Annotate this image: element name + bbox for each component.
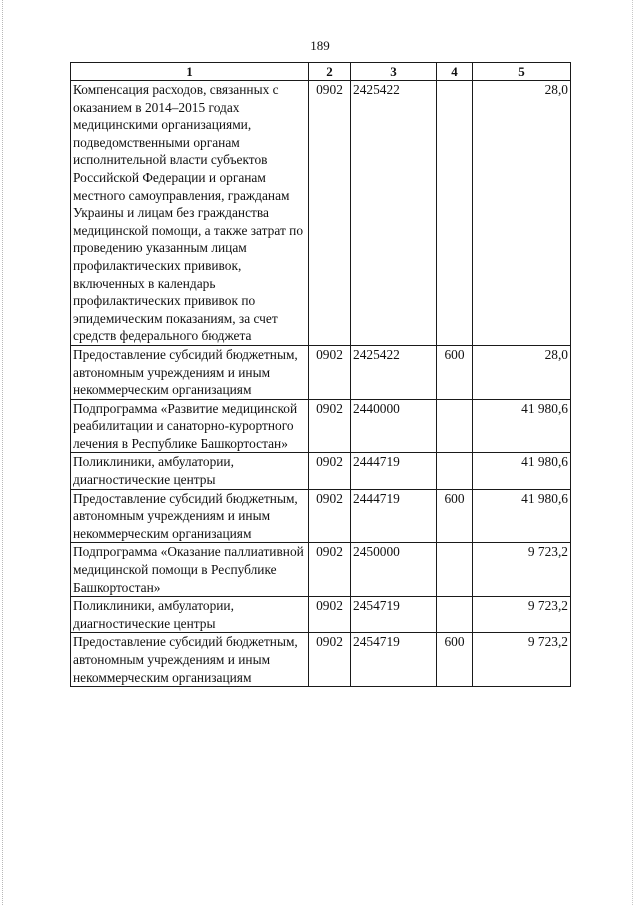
row-expense-type: 600 <box>437 489 473 543</box>
table-row <box>71 633 571 687</box>
row-name: Компенсация расходов, связанных с оказанием в 2014–2015 годах медицинскими организациями, подведомственными органам исполнительной власти субъектов Российской Федерации и органам местного самоуправления, гражданам Украины и лицам без гражданства медицинской помощи, а также затрат по проведению указанным лицам профилактических прививок, включенных в календарь профилактических прививок по эпидемическим показаниям, за счет средств федерального бюджета <box>71 81 309 346</box>
header-col-3: 3 <box>351 63 437 81</box>
row-expense-type: 600 <box>437 345 473 399</box>
table-header-row <box>71 63 571 81</box>
scan-edge-right <box>632 0 634 905</box>
row-expense-type <box>437 81 473 346</box>
row-article: 2450000 <box>351 543 437 597</box>
row-name: Поликлиники, амбулатории, диагностические центры <box>71 597 309 633</box>
row-section: 0902 <box>309 543 351 597</box>
row-name: Подпрограмма «Развитие медицинской реабилитации и санаторно-курортного лечения в Республике Башкортостан» <box>71 399 309 453</box>
row-name: Предоставление субсидий бюджетным, автономным учреждениям и иным некоммерческим организациям <box>71 633 309 687</box>
table-row <box>71 489 571 543</box>
table-row <box>71 345 571 399</box>
row-expense-type <box>437 597 473 633</box>
row-section: 0902 <box>309 489 351 543</box>
row-section: 0902 <box>309 453 351 489</box>
row-name: Подпрограмма «Оказание паллиативной медицинской помощи в Республике Башкортостан» <box>71 543 309 597</box>
row-sum: 41 980,6 <box>473 399 571 453</box>
row-article: 2454719 <box>351 633 437 687</box>
row-name: Предоставление субсидий бюджетным, автономным учреждениям и иным некоммерческим организациям <box>71 345 309 399</box>
header-col-1: 1 <box>71 63 309 81</box>
row-sum: 9 723,2 <box>473 633 571 687</box>
header-col-2: 2 <box>309 63 351 81</box>
row-section: 0902 <box>309 81 351 346</box>
row-article: 2444719 <box>351 489 437 543</box>
row-article: 2440000 <box>351 399 437 453</box>
header-col-4: 4 <box>437 63 473 81</box>
row-section: 0902 <box>309 345 351 399</box>
row-sum: 9 723,2 <box>473 543 571 597</box>
table-row <box>71 597 571 633</box>
table-row <box>71 543 571 597</box>
row-name: Поликлиники, амбулатории, диагностические центры <box>71 453 309 489</box>
row-sum: 9 723,2 <box>473 597 571 633</box>
row-expense-type <box>437 399 473 453</box>
row-name: Предоставление субсидий бюджетным, автономным учреждениям и иным некоммерческим организациям <box>71 489 309 543</box>
scan-edge-left <box>2 0 4 905</box>
row-sum: 41 980,6 <box>473 489 571 543</box>
row-sum: 28,0 <box>473 345 571 399</box>
row-expense-type <box>437 543 473 597</box>
row-sum: 41 980,6 <box>473 453 571 489</box>
row-article: 2425422 <box>351 345 437 399</box>
row-section: 0902 <box>309 399 351 453</box>
table-row <box>71 399 571 453</box>
page-number: 189 <box>310 38 330 53</box>
header-col-5: 5 <box>473 63 571 81</box>
row-article: 2454719 <box>351 597 437 633</box>
budget-table <box>70 62 571 687</box>
row-expense-type: 600 <box>437 633 473 687</box>
row-section: 0902 <box>309 597 351 633</box>
row-article: 2444719 <box>351 453 437 489</box>
row-expense-type <box>437 453 473 489</box>
row-sum: 28,0 <box>473 81 571 346</box>
row-article: 2425422 <box>351 81 437 346</box>
table-row <box>71 81 571 346</box>
table-row <box>71 453 571 489</box>
row-section: 0902 <box>309 633 351 687</box>
